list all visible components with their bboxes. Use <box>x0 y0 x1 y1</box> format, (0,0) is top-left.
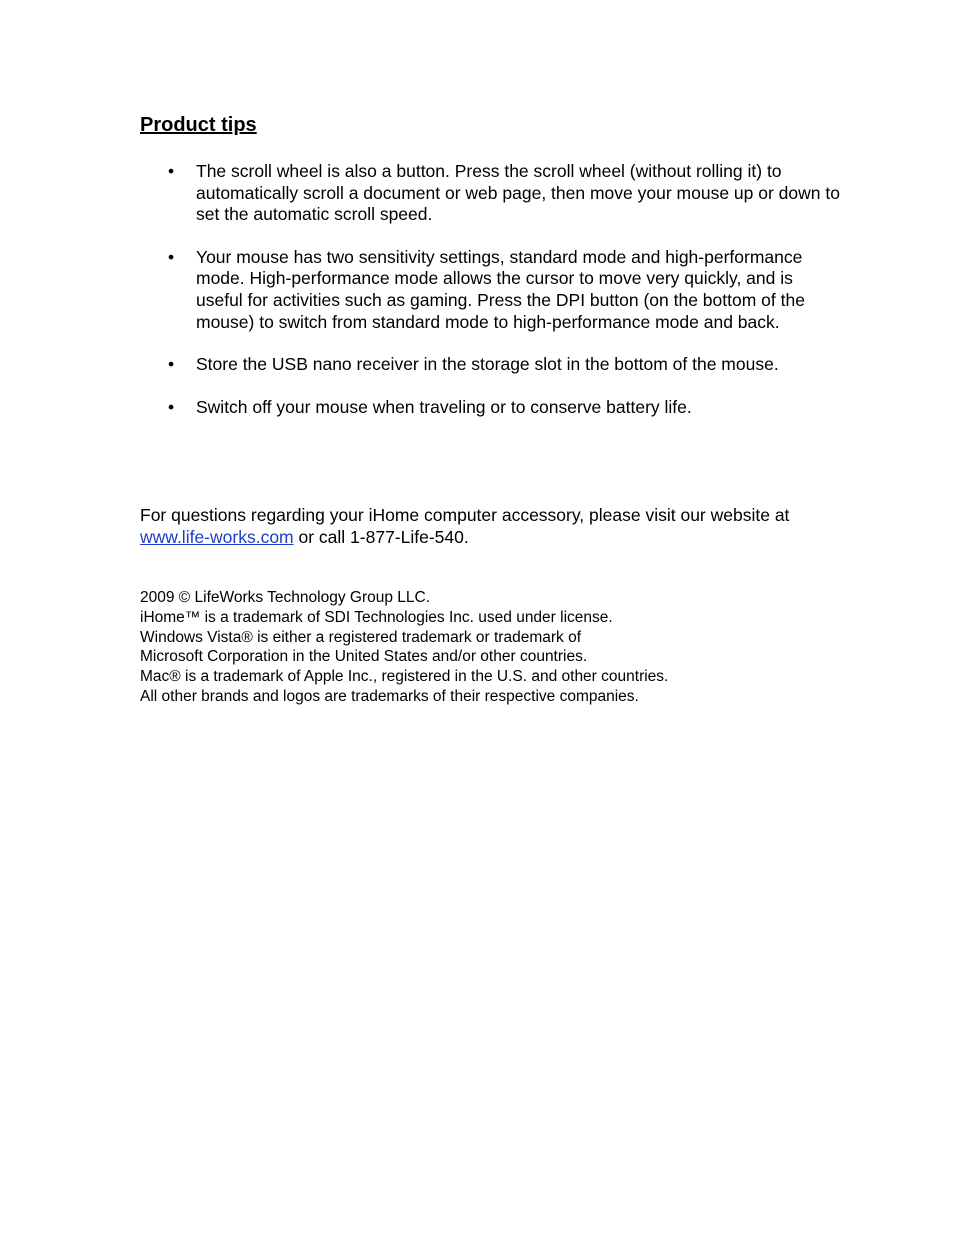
bullet: • <box>168 354 175 375</box>
website-link[interactable]: www.life-works.com <box>140 526 294 547</box>
legal-line: Windows Vista® is either a registered trademark or trademark of <box>140 628 582 646</box>
legal-notice <box>140 588 840 707</box>
bullet: • <box>168 246 175 267</box>
legal-line: Mac® is a trademark of Apple Inc., registered in the U.S. and other countries. <box>140 668 669 686</box>
tips-list <box>140 161 840 439</box>
legal-line: All other brands and logos are trademarks of their respective companies. <box>140 687 639 705</box>
tip-text: The scroll wheel is also a button. Press the scroll wheel (without rolling it) to automatically scroll a document or web page, then move your mouse up or down to set the automatic scroll speed. <box>196 161 840 225</box>
bullet: • <box>168 396 175 417</box>
contact-paragraph <box>140 505 820 548</box>
tip-text: Store the USB nano receiver in the storage slot in the bottom of the mouse. <box>196 354 779 375</box>
list-item <box>140 397 840 419</box>
page-heading: Product tips <box>140 114 257 136</box>
tip-text: Switch off your mouse when traveling or to conserve battery life. <box>196 396 692 417</box>
tip-text: Your mouse has two sensitivity settings, standard mode and high-performance mode. High-performance mode allows the cursor to move very quickly, and is useful for activities such as gaming. Press the DPI button (on the bottom of the mouse) to switch from standard mode to high-performance mode and back. <box>196 246 805 332</box>
bullet: • <box>168 161 175 181</box>
legal-line: iHome™ is a trademark of SDI Technologies Inc. used under license. <box>140 608 613 626</box>
legal-line: 2009 © LifeWorks Technology Group LLC. <box>140 589 431 606</box>
list-item <box>140 354 840 376</box>
contact-text-before: For questions regarding your iHome computer accessory, please visit our website at <box>140 505 790 525</box>
contact-text-after: or call 1-877-Life-540. <box>293 526 469 547</box>
list-item <box>140 161 840 226</box>
legal-line: Microsoft Corporation in the United States and/or other countries. <box>140 648 588 666</box>
list-item <box>140 247 840 333</box>
